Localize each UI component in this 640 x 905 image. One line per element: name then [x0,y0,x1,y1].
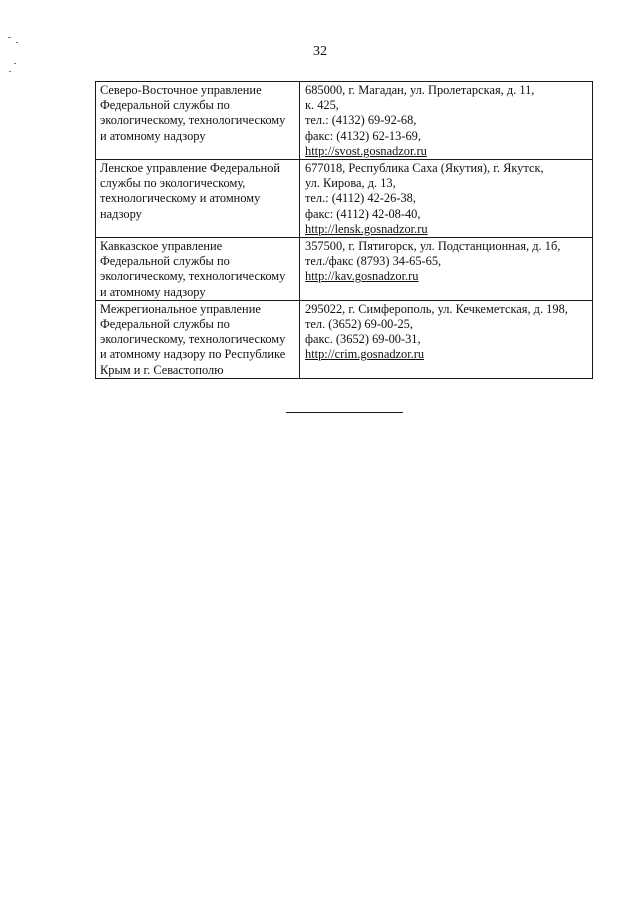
org-name-line: Межрегиональное управление [100,301,261,316]
fax-line: факс: (4132) 62-13-69, [305,128,421,143]
scan-speck [8,37,11,38]
org-name-line: Крым и г. Севастополю [100,362,224,377]
org-name-line: службы по экологическому, [100,176,246,191]
table-row [96,160,593,238]
org-name-line: Ленское управление Федеральной [100,161,281,176]
org-name-line: экологическому, технологическому [100,113,286,128]
org-name-line: и атомному надзору [100,128,206,143]
org-name-line: Северо-Восточное управление [100,83,262,97]
contact-info-cell [300,300,593,378]
org-name-line: и атомному надзору [100,284,206,299]
contacts-table [95,81,593,379]
website-link[interactable]: http://svost.gosnadzor.ru [305,143,427,158]
scan-speck [16,42,18,43]
end-of-document-rule [286,412,403,413]
org-name-line: технологическому и атомному [100,191,261,206]
table-row [96,300,593,378]
org-name-line: экологическому, технологическому [100,332,286,347]
website-link[interactable]: http://crim.gosnadzor.ru [305,347,425,362]
phone-line: тел.: (4132) 69-92-68, [305,113,417,128]
table-row [96,82,593,160]
phone-line: тел. (3652) 69-00-25, [305,317,413,332]
scan-speck [9,71,11,72]
org-name-line: экологическому, технологическому [100,269,286,284]
address-line: к. 425, [305,98,339,113]
org-name-line: надзору [100,206,142,221]
address-line: 677018, Республика Саха (Якутия), г. Якутск, [305,161,544,176]
org-name-line: Федеральной службы по [100,98,230,113]
organization-name-cell [96,300,300,378]
org-name-line: Федеральной службы по [100,317,230,332]
organization-name-cell [96,160,300,238]
org-name-line: Федеральной службы по [100,254,230,269]
organization-name-cell [96,238,300,301]
address-line: 295022, г. Симферополь, ул. Кечкеметская, д. 198, [305,301,568,316]
page-number: 32 [313,44,327,59]
address-line: 357500, г. Пятигорск, ул. Подстанционная, д. 1б, [305,239,561,254]
fax-line: факс. (3652) 69-00-31, [305,332,421,347]
address-line: ул. Кирова, д. 13, [305,176,396,191]
scan-speck [14,63,16,64]
phone-line: тел.: (4112) 42-26-38, [305,191,416,206]
organization-name-cell [96,82,300,160]
website-link[interactable]: http://kav.gosnadzor.ru [305,269,419,284]
contact-info-cell [300,82,593,160]
fax-line: факс: (4112) 42-08-40, [305,206,421,221]
org-name-line: Кавказское управление [100,239,223,254]
address-line: 685000, г. Магадан, ул. Пролетарская, д. 11, [305,83,535,97]
org-name-line: и атомному надзору по Республике [100,347,286,362]
contact-info-cell [300,238,593,301]
website-link[interactable]: http://lensk.gosnadzor.ru [305,221,428,236]
table-row [96,238,593,301]
contact-info-cell [300,160,593,238]
phone-line: тел./факс (8793) 34-65-65, [305,254,442,269]
